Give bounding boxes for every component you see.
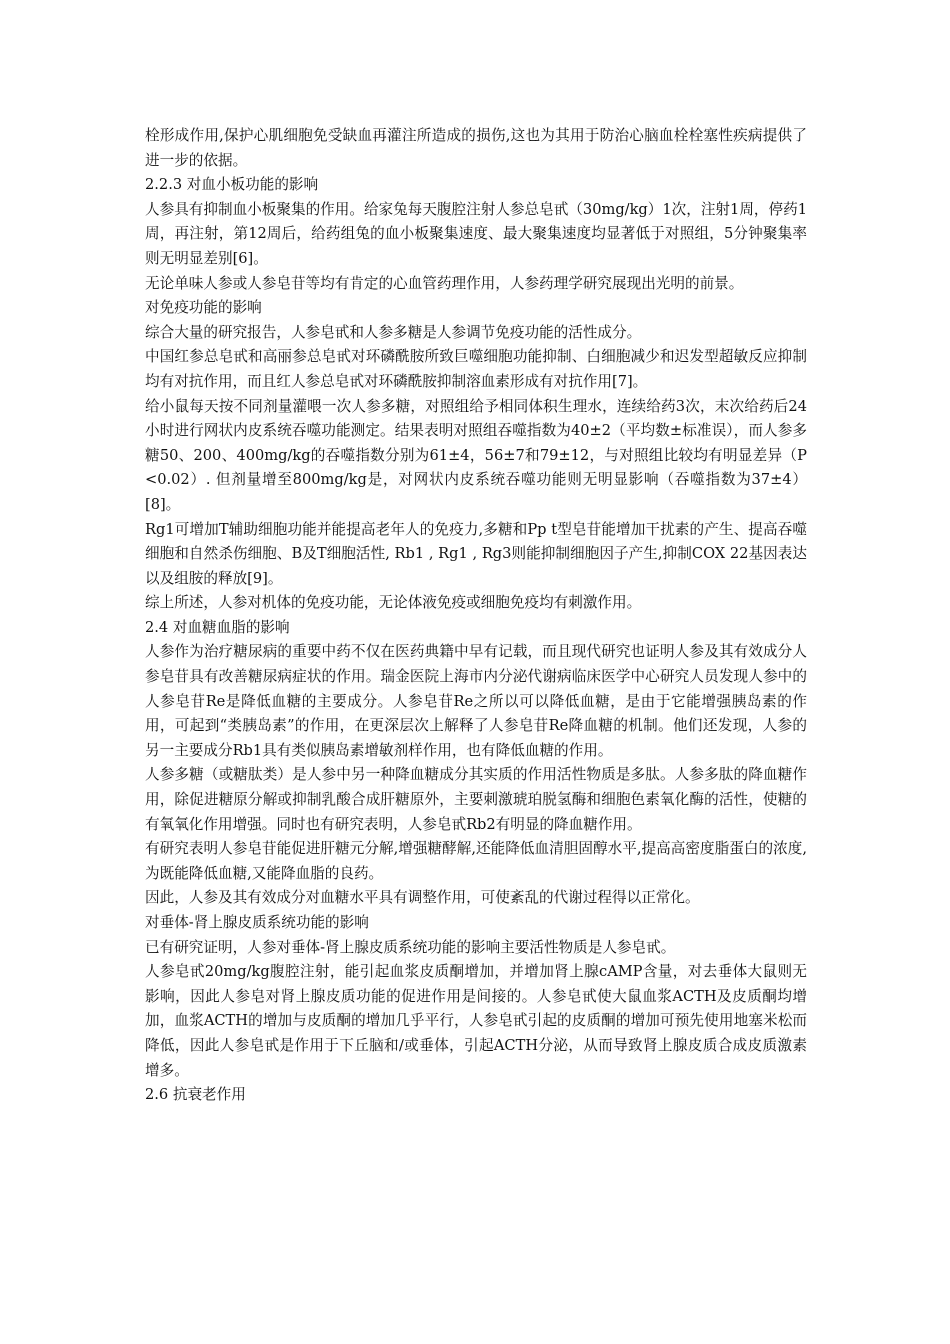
paragraph: 有研究表明人参皂苷能促进肝糖元分解,增强糖酵解,还能降低血清胆固醇水平,提高高密度脂蛋白的浓度,为既能降低血糖,又能降血脂的良药。 [145,840,807,882]
paragraph: 人参多糖（或糖肽类）是人参中另一种降血糖成分其实质的作用活性物质是多肽。人参多肽的降血糖作用，除促进糖原分解或抑制乳酸合成肝糖原外，主要刺激琥珀脱氢酶和细胞色素氧化酶的活性，使糖的有氧氧化作用增强。同时也有研究表明，人参皂甙Rb2有明显的降血糖作用。 [145,766,807,833]
paragraph: Rg1可增加T辅助细胞功能并能提高老年人的免疫力,多糖和Pp t型皂苷能增加干扰素的产生、提高吞噬细胞和自然杀伤细胞、B及T细胞活性, Rb1 , Rg1 , Rg3则能抑制细胞因子产生,抑制COX 22基因表达以及组胺的释放[9]。 [145,520,807,587]
section-heading: 2.2.3 对血小板功能的影响 [145,176,319,194]
section-heading: 2.6 抗衰老作用 [145,1086,246,1104]
paragraph: 综上所述，人参对机体的免疫功能，无论体液免疫或细胞免疫均有刺激作用。 [145,594,642,612]
paragraph: 栓形成作用,保护心肌细胞免受缺血再灌注所造成的损伤,这也为其用于防治心脑血栓栓塞性疾病提供了进一步的依据。 [145,127,807,169]
paragraph: 中国红参总皂甙和高丽参总皂甙对环磷酰胺所致巨噬细胞功能抑制、白细胞减少和迟发型超敏反应抑制均有对抗作用，而且红人参总皂甙对环磷酰胺抑制溶血素形成有对抗作用[7]。 [145,348,807,390]
paragraph: 因此，人参及其有效成分对血糖水平具有调整作用，可使紊乱的代谢过程得以正常化。 [145,889,700,907]
paragraph: 综合大量的研究报告，人参皂甙和人参多糖是人参调节免疫功能的活性成分。 [145,323,642,341]
paragraph: 人参作为治疗糖尿病的重要中药不仅在医药典籍中早有记载，而且现代研究也证明人参及其有效成分人参皂苷具有改善糖尿病症状的作用。瑞金医院上海市内分泌代谢病临床医学中心研究人员发现人参中的人参皂苷Re是降低血糖的主要成分。人参皂苷Re之所以可以降低血糖，是由于它能增强胰岛素的作用，可起到“类胰岛素”的作用，在更深层次上解释了人参皂苷Re降血糖的机制。他们还发现，人参的另一主要成分Rb1具有类似胰岛素增敏剂样作用，也有降低血糖的作用。 [145,643,807,759]
paragraph: 给小鼠每天按不同剂量灌喂一次人参多糖，对照组给予相同体积生理水，连续给药3次，末次给药后24小时进行网状内皮系统吞噬功能测定。结果表明对照组吞噬指数为40±2（平均数±标准误），而人参多糖50、200、400mg/kg的吞噬指数分别为61±4，56±7和79±12，与对照组比较均有明显差异（P<0.02）. 但剂量增至800mg/kg是，对网状内皮系统吞噬功能则无明显影响（吞噬指数为37±4） [8]。 [145,397,807,513]
paragraph: 已有研究证明，人参对垂体-肾上腺皮质系统功能的影响主要活性物质是人参皂甙。 [145,938,676,956]
paragraph: 无论单味人参或人参皂苷等均有肯定的心血管药理作用，人参药理学研究展现出光明的前景。 [145,274,744,292]
paragraph: 人参具有抑制血小板聚集的作用。给家兔每天腹腔注射人参总皂甙（30mg/kg）1次，注射1周，停药1周，再注射，第12周后，给药组兔的血小板聚集速度、最大聚集速度均显著低于对照组，5分钟聚集率则无明显差别[6]。 [145,200,807,267]
document-page [145,124,807,1108]
section-heading: 对垂体-肾上腺皮质系统功能的影响 [145,914,369,931]
paragraph: 人参皂甙20mg/kg腹腔注射，能引起血浆皮质酮增加，并增加肾上腺cAMP含量，对去垂体大鼠则无影响，因此人参皂对肾上腺皮质功能的促进作用是间接的。人参皂甙使大鼠血浆ACTH及皮质酮均增加，血浆ACTH的增加与皮质酮的增加几乎平行，人参皂甙引起的皮质酮的增加可预先使用地塞米松而降低，因此人参皂甙是作用于下丘脑和/或垂体，引起ACTH分泌，从而导致肾上腺皮质合成皮质激素增多。 [145,963,807,1079]
section-heading: 对免疫功能的影响 [145,299,262,317]
section-heading: 2.4 对血糖血脂的影响 [145,618,290,636]
